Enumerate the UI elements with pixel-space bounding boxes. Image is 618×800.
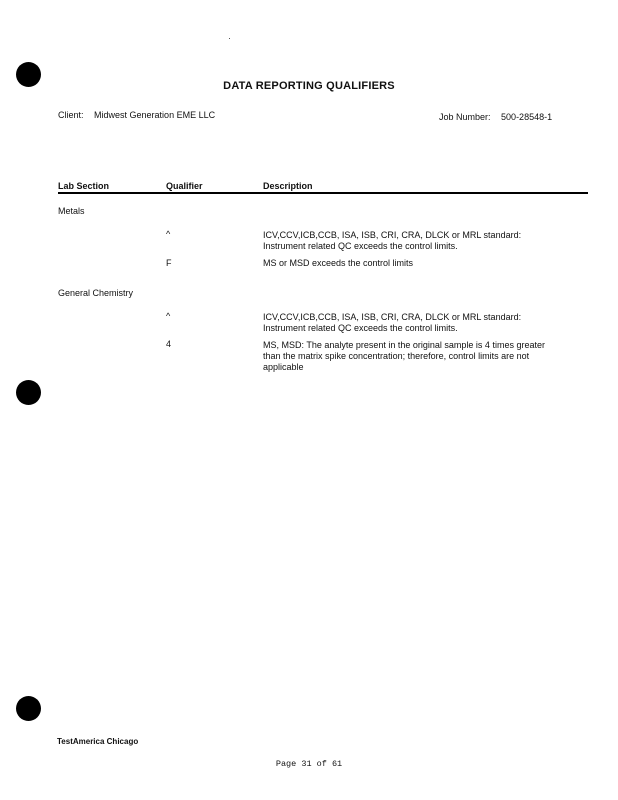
- qualifier-description: ICV,CCV,ICB,CCB, ISA, ISB, CRI, CRA, DLCK or MRL standard: Instrument related QC exceeds the control limits.: [263, 230, 522, 251]
- client-value: Midwest Generation EME LLC: [94, 110, 216, 120]
- client-line: [58, 110, 215, 120]
- page-number: Page 31 of 61: [275, 759, 343, 769]
- job-number-label: Job Number:: [439, 112, 491, 122]
- qualifier-code: ^: [166, 229, 171, 239]
- qualifier-code: 4: [166, 339, 172, 349]
- column-header-lab-section: Lab Section: [58, 181, 110, 191]
- qualifier-description: MS or MSD exceeds the control limits: [263, 258, 414, 268]
- qualifier-description: ICV,CCV,ICB,CCB, ISA, ISB, CRI, CRA, DLCK or MRL standard: Instrument related QC exceeds the control limits.: [263, 312, 522, 333]
- header-rule: [58, 192, 588, 194]
- binder-hole-middle: [16, 380, 41, 405]
- footer-company: TestAmerica Chicago: [57, 737, 139, 746]
- column-header-qualifier: Qualifier: [166, 181, 203, 191]
- job-number-value: 500-28548-1: [501, 112, 553, 122]
- page-title: DATA REPORTING QUALIFIERS: [223, 80, 395, 92]
- qualifier-description: MS, MSD: The analyte present in the original sample is 4 times greater than the matrix spike concentration; therefore, control limits are not applicable: [263, 340, 545, 372]
- column-header-description: Description: [263, 181, 313, 191]
- section-label-general-chemistry: General Chemistry: [58, 288, 134, 298]
- binder-hole-bottom: [16, 696, 41, 721]
- qualifier-code: F: [166, 258, 172, 268]
- scan-speck: [229, 38, 230, 39]
- client-label: Client:: [58, 110, 84, 120]
- job-number-line: [439, 112, 552, 122]
- section-label-metals: Metals: [58, 206, 85, 216]
- qualifier-code: ^: [166, 311, 171, 321]
